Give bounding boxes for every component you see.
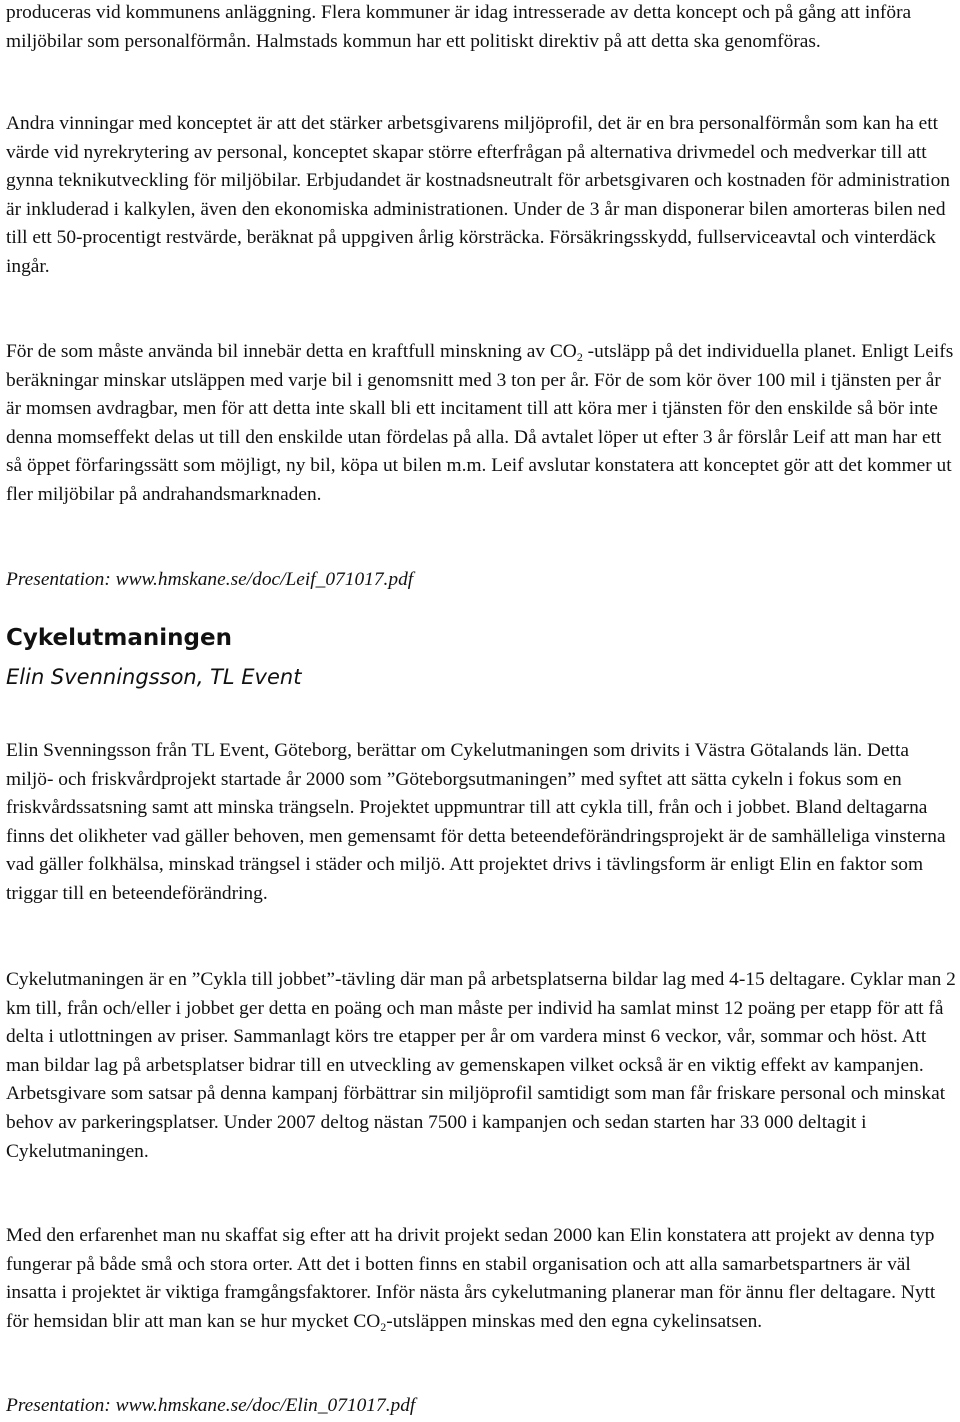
section-title: Cykelutmaningen [6, 625, 232, 651]
intro-text: produceras vid kommunens anläggning. Flera kommuner är idag intresserade av detta koncept och på gång att införa miljöbilar som personalförmån. Halmstads kommun har ett politiskt direktiv på att detta ska genomföras. [6, 2, 912, 52]
presentation-link-leif[interactable]: Presentation: www.hmskane.se/doc/Leif_071017.pdf [6, 569, 414, 590]
emissions-text-before: För de som måste använda bil innebär detta en kraftfull minskning av CO [6, 341, 577, 362]
rules-paragraph [6, 966, 956, 1166]
experience-text-after: -utsläppen minskas med den egna cykelinsatsen. [386, 1310, 763, 1332]
cykel-intro-text: Elin Svenningsson från TL Event, Göteborg, berättar om Cykelutmaningen som drivits i Västra Götalands län. Detta miljö- och friskvårdprojekt startade år 2000 som ”Göteborgsutmaningen” med syftet att sätta cykeln i fokus som en friskvårdssatsning samt att minska trängseln. Projektet uppmuntrar till att cykla till, från och i jobbet. Bland deltagarna finns det olikheter vad gäller behoven, men gemensamt för detta beteendeförändringsprojekt är de samhälleliga vinsterna vad gäller folkhälsa, minskad trängsel i städer och miljö. Att projektet drivs i tävlingsform är enligt Elin en faktor som triggar till en beteendeförändring. [6, 740, 946, 904]
intro-paragraph [6, 0, 956, 56]
cykel-intro-paragraph [6, 737, 956, 909]
experience-text [6, 1222, 956, 1336]
experience-paragraph [6, 1222, 956, 1336]
benefits-paragraph [6, 110, 956, 282]
rules-text: Cykelutmaningen är en ”Cykla till jobbet”-tävling där man på arbetsplatserna bildar lag med 4-15 deltagare. Cyklar man 2 km till, från och/eller i jobbet ger detta en poäng och man måste per individ ha samlat minst 12 poäng per etapp för att få delta i utlottningen av priser. Sammanlagt körs tre etapper per år om vardera minst 6 veckor, vår, sommar och höst. Att man bildar lag på arbetsplatser bidrar till en utveckling av gemenskapen vilket också är en viktig effekt av kampanjen. Arbetsgivare som satsar på denna kampanj förbättrar sin miljöprofil samtidigt som man får friskare personal och minskat behov av parkeringsplatser. Under 2007 deltog nästan 7500 i kampanjen och sedan starten har 33 000 deltagit i Cykelutmaningen. [6, 969, 956, 1162]
co2-subscript: 2 [576, 350, 583, 364]
emissions-text [6, 338, 956, 510]
benefits-text: Andra vinningar med konceptet är att det stärker arbetsgivarens miljöprofil, det är en bra personalförmån som kan ha ett värde vid nyrekrytering av personal, konceptet skapar större efterfrågan på alternativa drivmedel och medverkar till att gynna teknikutveckling för miljöbilar. Erbjudandet är kostnadsneutralt för arbetsgivaren och kostnaden för administration är inkluderad i kalkylen, även den ekonomiska administrationen. Under de 3 år man disponerar bilen amorteras bilen ned till ett 50-procentigt restvärde, beräknat på uppgiven årlig körsträcka. Försäkringsskydd, fullserviceavtal och vinterdäck ingår. [6, 113, 950, 277]
co2-subscript-2: 2 [380, 1319, 387, 1334]
emissions-paragraph [6, 338, 956, 510]
experience-text-before: Med den erfarenhet man nu skaffat sig efter att ha drivit projekt sedan 2000 kan Elin konstatera att projekt av denna typ fungerar på både små och stora orter. Att det i botten finns en stabil organisation och att alla samarbetspartners är väl insatta i projektet är viktiga framgångsfaktorer. Inför nästa års cykelutmaning planerar man för ännu fler deltagare. Nytt för hemsidan blir att man kan se hur mycket CO [6, 1225, 936, 1332]
presentation-link-elin[interactable]: Presentation: www.hmskane.se/doc/Elin_071017.pdf [6, 1395, 416, 1416]
emissions-text-after: -utsläpp på det individuella planet. Enligt Leifs beräkningar minskar utsläppen med varje bil i genomsnitt med 3 ton per år. För de som kör över 100 mil i tjänsten per år är momsen avdragbar, men för att detta inte skall bli ett incitament till att köra mer i tjänsten för den enskilde så bör inte denna momseffekt delas ut till den enskilde utan fördelas på alla. Då avtalet löper ut efter 3 år förslår Leif att man har ett så öppet förfaringssätt som möjligt, ny bil, köpa ut bilen m.m. Leif avslutar konstatera att konceptet gör att det kommer ut fler miljöbilar på andrahandsmarknaden. [6, 341, 954, 505]
section-speaker: Elin Svenningsson, TL Event [6, 665, 302, 689]
